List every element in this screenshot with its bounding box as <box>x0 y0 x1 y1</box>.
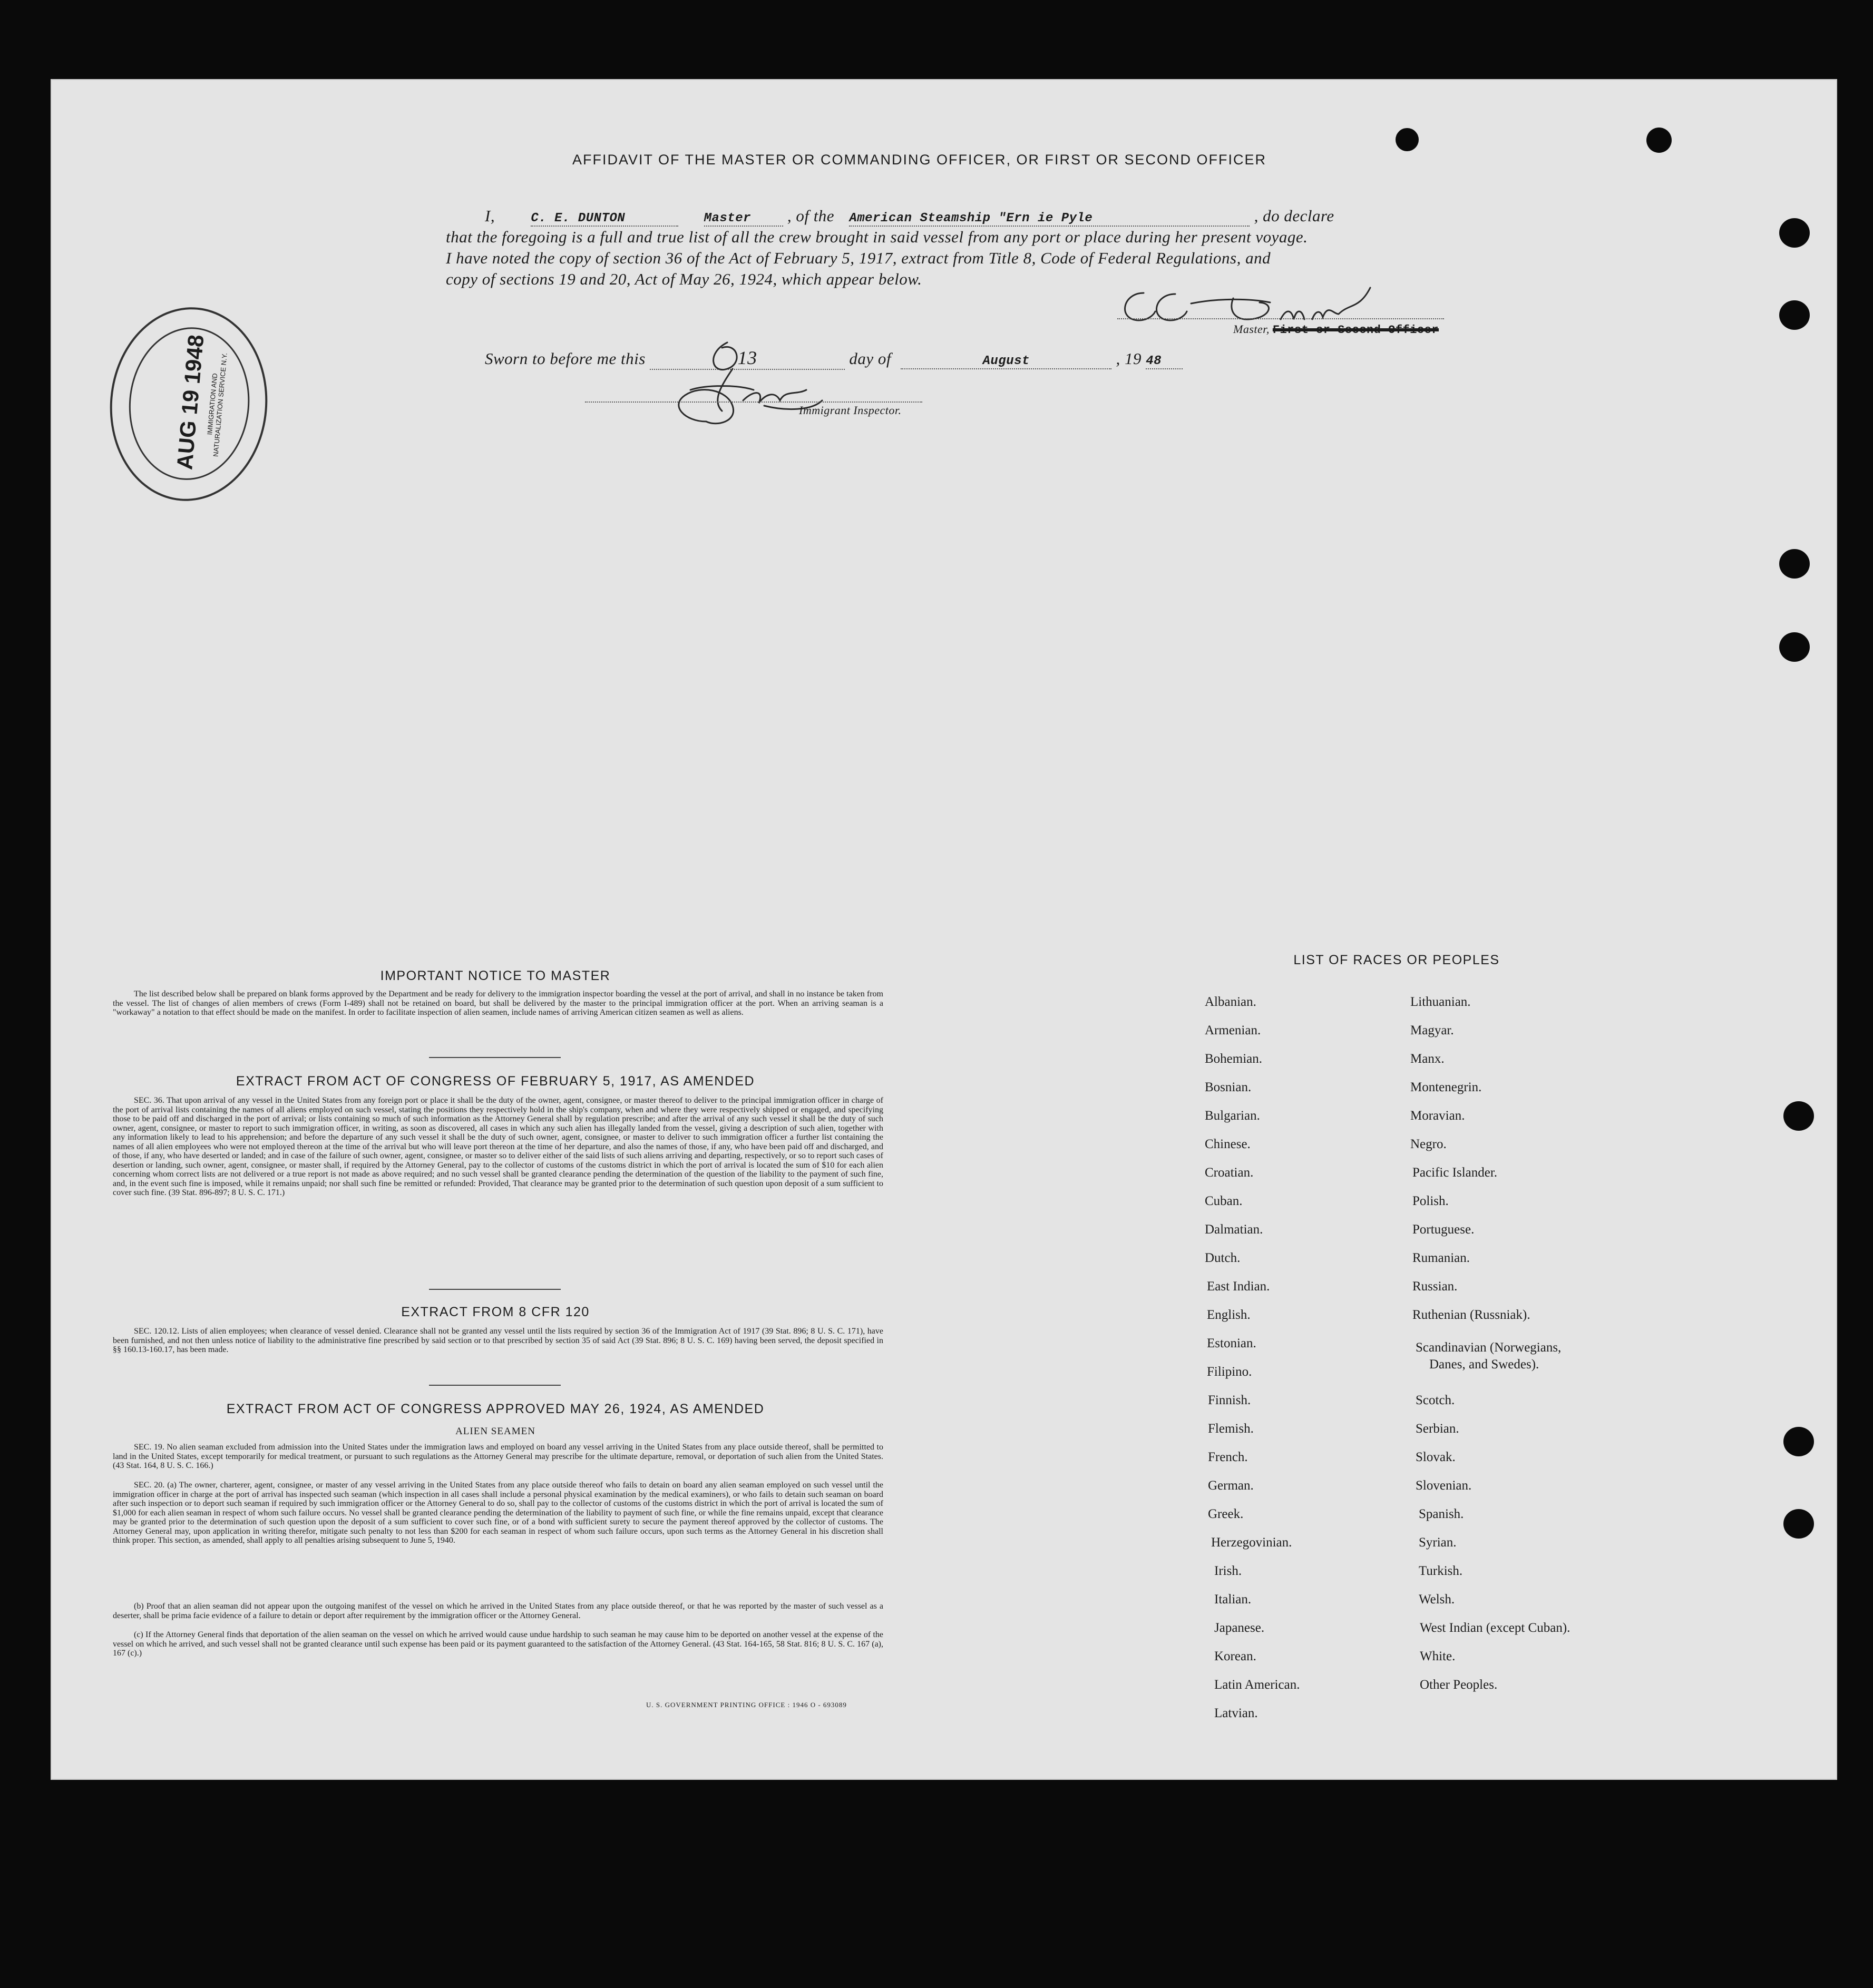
affidavit-line-2: that the foregoing is a full and true list of all the crew brought in said vessel from any port or place during her present voyage. <box>446 228 1308 246</box>
extract-1924-heading: EXTRACT FROM ACT OF CONGRESS APPROVED MAY 26, 1924, AS AMENDED <box>226 1402 765 1416</box>
race-item: Montenegrin. <box>1410 1080 1482 1094</box>
race-item: Latvian. <box>1214 1706 1258 1720</box>
punch-hole <box>1779 300 1810 330</box>
extract-cfr-heading: EXTRACT FROM 8 CFR 120 <box>401 1305 590 1319</box>
race-item: Slovenian. <box>1416 1478 1472 1493</box>
race-item: Japanese. <box>1214 1621 1265 1635</box>
race-item: Albanian. <box>1205 995 1256 1009</box>
inspector-signature-line <box>585 401 922 403</box>
punch-hole <box>1783 1427 1814 1456</box>
race-item: Scotch. <box>1416 1393 1455 1407</box>
race-item: Bosnian. <box>1205 1080 1252 1094</box>
race-item: Croatian. <box>1205 1166 1254 1180</box>
sworn-year: 48 <box>1146 354 1183 369</box>
race-item: Other Peoples. <box>1420 1678 1498 1692</box>
race-item: Estonian. <box>1207 1336 1256 1350</box>
sworn-day: 13 <box>650 347 845 370</box>
sworn-prefix: Sworn to before me this <box>485 349 646 368</box>
race-item: Danes, and Swedes). <box>1429 1357 1539 1372</box>
race-item: White. <box>1420 1649 1456 1663</box>
race-item: East Indian. <box>1207 1279 1270 1294</box>
affidavit-heading: AFFIDAVIT OF THE MASTER OR COMMANDING OFFICER, OR FIRST OR SECOND OFFICER <box>572 152 1267 168</box>
do-declare-text: , do declare <box>1254 207 1334 225</box>
stamp-date: AUG 19 1948 <box>172 334 209 471</box>
divider <box>429 1057 561 1058</box>
race-item: German. <box>1208 1478 1254 1493</box>
race-item: Herzegovinian. <box>1211 1535 1292 1550</box>
race-item: French. <box>1208 1450 1248 1464</box>
punch-hole <box>1396 128 1419 151</box>
officer-rank: Master <box>704 211 783 227</box>
race-item: Spanish. <box>1419 1507 1464 1521</box>
signer-label: Master, <box>1233 322 1270 336</box>
sworn-month: August <box>901 354 1111 369</box>
race-item: Negro. <box>1410 1137 1447 1151</box>
notice-heading: IMPORTANT NOTICE TO MASTER <box>380 968 611 983</box>
race-item: Dutch. <box>1205 1251 1241 1265</box>
inspector-label: Immigrant Inspector. <box>799 404 902 417</box>
officer-name: C. E. DUNTON <box>531 211 678 227</box>
master-label <box>1233 322 1439 337</box>
race-item: West Indian (except Cuban). <box>1420 1621 1570 1635</box>
race-item: Turkish. <box>1419 1564 1463 1578</box>
race-item: Magyar. <box>1410 1023 1454 1037</box>
extract-cfr-body: SEC. 120.12. Lists of alien employees; when clearance of vessel denied. Clearance shall not be granted any vessel until the lists required by section 36 of the Immigration Act of 1917 (39 Stat. 896; 8 U. S. C. 171), have been furnished, and not then unless notice of liability to the administrative fine prescribed by said section or to that prescribed by section 35 of said Act (39 Stat. 896; 8 U. S. C. 169) having been served, the deposit specified in §§ 160.13-160.17, has been made. <box>113 1327 883 1354</box>
race-item: Greek. <box>1208 1507 1244 1521</box>
sec-20c-body: (c) If the Attorney General finds that deportation of the alien seaman on the vessel on which he arrived would cause undue hardship to such seaman he may cause him to be deported on another vessel at the expense of the vessel on which he arrived, and such vessel shall not be granted clearance until such expense has been paid or its payment guaranteed to the satisfaction of the Attorney General. (43 Stat. 164-165, 58 Stat. 816; 8 U. S. C. 167 (a), 167 (c).) <box>113 1630 883 1658</box>
of-the-text: , of the <box>787 207 835 225</box>
race-item: English. <box>1207 1308 1251 1322</box>
punch-hole <box>1779 632 1810 662</box>
sworn-line <box>485 347 1212 370</box>
race-item: Latin American. <box>1214 1678 1300 1692</box>
race-item: Syrian. <box>1419 1535 1457 1550</box>
day-of-text: day of <box>849 349 891 368</box>
vessel-name: American Steamship "Ern ie Pyle <box>849 211 1250 227</box>
race-item: Chinese. <box>1205 1137 1251 1151</box>
extract-1917-body: SEC. 36. That upon arrival of any vessel in the United States from any foreign port or place it shall be the duty of the owner, agent, consignee, or master thereof to deliver to the principal immigration officer in charge of the port of arrival lists containing the names of all aliens employed on such vessel, stating the positions they respectively hold in the ship's company, when and where they were respectively shipped or engaged, and specifying those to be paid off and discharged in the port of arrival; or lists containing so much of such information as the Attorney General shall by regulation prescribe; and after the arrival of any such vessel it shall be the duty of such owner, agent, consignee, or master to report to such immigration officer, in writing, as soon as discovered, all cases in which any such alien has illegally landed from the vessel, giving a description of such alien, together with any information likely to lead to his apprehension; and before the departure of any such vessel it shall be the duty of such owner, agent, consignee, or master to deliver to such immigration officer a further list containing the names of all alien employees who were not employed thereon at the time of the arrival but who will leave port thereon at the time of her departure, and also the names of those, if any, who have been paid off and discharged, and of those, if any, who have deserted or landed; and in case of the failure of such owner, agent, consignee, or master so to deliver either of the said lists of such aliens arriving and departing, respectively, or so to report such cases of desertion or landing, such owner, agent, consignee, or master shall, if required by the Attorney General, pay to the collector of customs of the customs district in which the port of arrival is located the sum of $10 for each alien concerning whom correct lists are not delivered or a true report is not made as above required; and no such vessel shall be granted clearance pending the determination of the question of the liability to the payment of such fine, and, in the event such fine is imposed, while it remains unpaid; nor shall such fine be remitted or refunded: Provided, That clearance may be granted prior to the determination of such question upon deposit of a sum sufficient to cover such fine. (39 Stat. 896-897; 8 U. S. C. 171.) <box>113 1096 883 1197</box>
affidavit-line-1 <box>485 207 1439 227</box>
printer-imprint: U. S. GOVERNMENT PRINTING OFFICE : 1946 O - 693089 <box>646 1701 847 1709</box>
race-item: Rumanian. <box>1412 1251 1470 1265</box>
race-item: Scandinavian (Norwegians, <box>1416 1340 1562 1355</box>
race-item: Lithuanian. <box>1410 995 1471 1009</box>
race-item: Filipino. <box>1207 1365 1252 1379</box>
race-item: Ruthenian (Russniak). <box>1412 1308 1530 1322</box>
divider <box>429 1289 561 1290</box>
race-item: Moravian. <box>1410 1109 1465 1123</box>
race-item: Pacific Islander. <box>1412 1166 1498 1180</box>
race-item: Italian. <box>1214 1592 1252 1607</box>
struck-officer-label: First or Second Officer <box>1272 324 1439 337</box>
affidavit-line-4: copy of sections 19 and 20, Act of May 26, 1924, which appear below. <box>446 270 922 288</box>
race-item: Flemish. <box>1208 1422 1254 1436</box>
sec-20b-body: (b) Proof that an alien seaman did not appear upon the outgoing manifest of the vessel on which he arrived in the United States from any place outside thereof, or that he was reported by the master of such vessel as a deserter, shall be prima facie evidence of a failure to detain or deport after requirement by the immigration officer or the Attorney General. <box>113 1602 883 1620</box>
race-item: Manx. <box>1410 1052 1445 1066</box>
punch-hole <box>1779 549 1810 579</box>
race-item: Irish. <box>1214 1564 1242 1578</box>
punch-hole <box>1783 1101 1814 1131</box>
race-item: Portuguese. <box>1412 1222 1475 1237</box>
race-item: Russian. <box>1412 1279 1458 1294</box>
punch-hole <box>1646 128 1672 153</box>
stamp-text: IMMIGRATION AND NATURALIZATION SERVICE N.Y. <box>206 352 229 457</box>
race-item: Finnish. <box>1208 1393 1251 1407</box>
divider <box>429 1385 561 1386</box>
race-item: Dalmatian. <box>1205 1222 1263 1237</box>
notice-body: The list described below shall be prepared on blank forms approved by the Department and be ready for delivery to the immigration inspector boarding the vessel at the port of arrival, and shall in no instance be taken from the vessel. The list of changes of alien members of crews (Form I-489) shall not be retained on board, but shall be delivered by the master to the principal immigration officer at the port. When an arriving seaman is a "workaway" a notation to that effect should be made on the manifest. In order to facilitate inspection of alien seamen, include names of arriving American citizen seamen as well as aliens. <box>113 990 883 1017</box>
race-item: Serbian. <box>1416 1422 1459 1436</box>
race-item: Welsh. <box>1419 1592 1455 1607</box>
race-item: Bohemian. <box>1205 1052 1263 1066</box>
race-item: Cuban. <box>1205 1194 1243 1208</box>
year-prefix: , 19 <box>1116 349 1142 368</box>
race-item: Polish. <box>1412 1194 1449 1208</box>
race-item: Slovak. <box>1416 1450 1456 1464</box>
master-signature-line <box>1117 318 1444 319</box>
alien-seamen-subheading: ALIEN SEAMEN <box>455 1426 535 1437</box>
i-prefix: I, <box>485 207 495 225</box>
sec-19-body: SEC. 19. No alien seaman excluded from admission into the United States under the immigration laws and employed on board any vessel arriving in the United States from any place outside thereof, shall be permitted to land in the United States, except temporarily for medical treatment, or pursuant to such regulations as the Attorney General may prescribe for the ultimate departure, removal, or deportation of such alien from the United States. (43 Stat. 164, 8 U. S. C. 166.) <box>113 1443 883 1470</box>
races-heading: LIST OF RACES OR PEOPLES <box>1293 953 1500 967</box>
race-item: Korean. <box>1214 1649 1256 1663</box>
race-item: Bulgarian. <box>1205 1109 1260 1123</box>
extract-1917-heading: EXTRACT FROM ACT OF CONGRESS OF FEBRUARY 5, 1917, AS AMENDED <box>236 1074 755 1089</box>
affidavit-line-3: I have noted the copy of section 36 of the Act of February 5, 1917, extract from Title 8, Code of Federal Regulations, and <box>446 249 1271 267</box>
race-item: Armenian. <box>1205 1023 1261 1037</box>
punch-hole <box>1779 218 1810 248</box>
punch-hole <box>1783 1509 1814 1539</box>
sec-20a-body: SEC. 20. (a) The owner, charterer, agent, consignee, or master of any vessel arriving in the United States from any place outside thereof who fails to detain on board any alien seaman employed on such vessel until the immigration officer in charge at the port of arrival has inspected such seaman (which inspection in all cases shall include a personal physical examination by the medical examiners), or who fails to detain such seaman on board after such inspection or to deport such seaman if required by such immigration officer or the Attorney General to do so, shall pay to the collector of customs of the customs district in which the port of arrival is located the sum of $1,000 for each alien seaman in respect of whom such failure occurs. No vessel shall be granted clearance pending the determination of the liability to payment of such fine, or while the fine remains unpaid, except that clearance may be granted prior to the determination of such question upon the deposit of a sum sufficient to cover such fine, or of a bond with sufficient surety to secure the payment thereof approved by the collector of customs. The Attorney General may, upon application in writing therefor, mitigate such penalty to not less than $200 for each seaman in respect of whom such failure occurs, upon such terms as the Attorney General in his discretion shall think proper. This section, as amended, shall apply to all penalties arising subsequent to June 5, 1940. <box>113 1481 883 1545</box>
